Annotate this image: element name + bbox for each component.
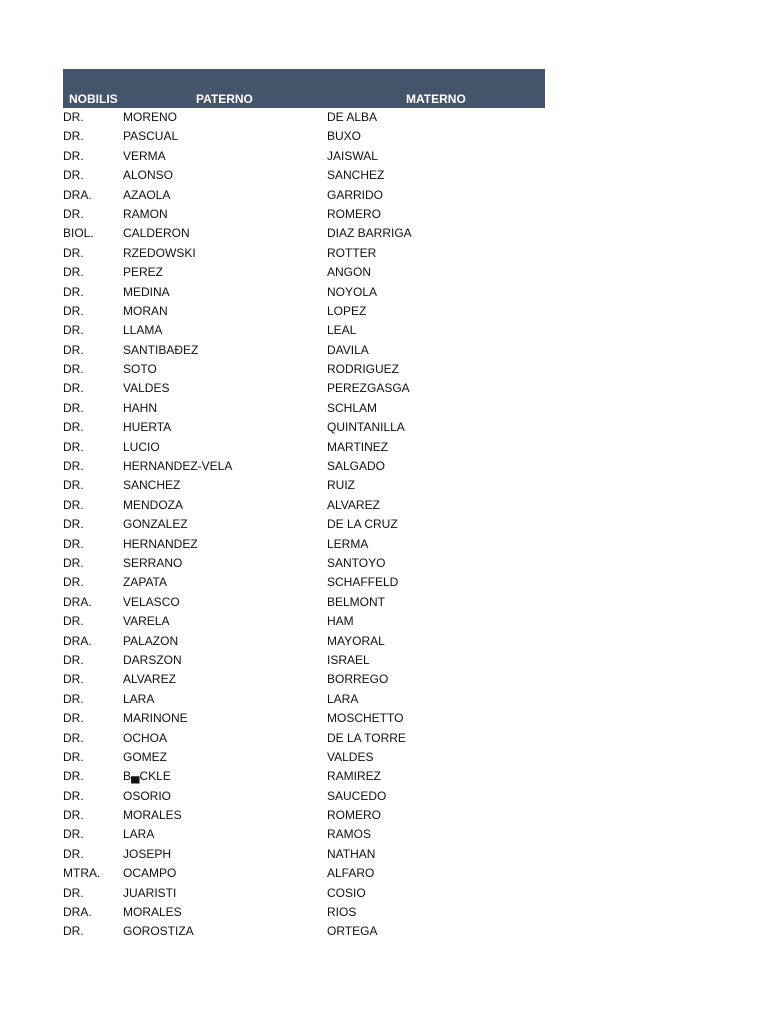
cell-paterno: LUCIO — [123, 439, 160, 454]
cell-materno: RODRIGUEZ — [327, 362, 399, 377]
cell-paterno: HAHN — [123, 400, 158, 415]
cell-nobilis: DRA. — [63, 594, 92, 609]
cell-materno: NOYOLA — [327, 284, 378, 299]
table-row — [63, 457, 545, 476]
table-row — [63, 903, 545, 922]
cell-materno: ROMERO — [327, 206, 381, 221]
cell-paterno: GOMEZ — [123, 749, 167, 764]
cell-nobilis: DR. — [63, 652, 84, 667]
table-row — [63, 302, 545, 321]
table-row — [63, 205, 545, 224]
table-row — [63, 806, 545, 825]
cell-paterno: SOTO — [123, 362, 157, 377]
table-row — [63, 825, 545, 844]
table-row — [63, 360, 545, 379]
cell-nobilis: DR. — [63, 245, 84, 260]
cell-nobilis: DR. — [63, 536, 84, 551]
cell-paterno: SANCHEZ — [123, 478, 181, 493]
cell-materno: RUIZ — [327, 478, 355, 493]
cell-materno: SANCHEZ — [327, 168, 385, 183]
cell-materno: DIAZ BARRIGA — [327, 226, 412, 241]
cell-paterno: JUARISTI — [123, 885, 177, 900]
cell-nobilis: DR. — [63, 362, 84, 377]
table-row — [63, 166, 545, 185]
cell-materno: GARRIDO — [327, 187, 384, 202]
cell-materno: DAVILA — [327, 342, 369, 357]
table-row — [63, 341, 545, 360]
cell-nobilis: DR. — [63, 555, 84, 570]
cell-materno: NATHAN — [327, 846, 376, 861]
table-row — [63, 651, 545, 670]
cell-nobilis: DR. — [63, 924, 84, 939]
cell-paterno: CALDERON — [123, 226, 190, 241]
cell-paterno: SERRANO — [123, 555, 183, 570]
cell-paterno: MORENO — [123, 110, 177, 124]
cell-materno: SANTOYO — [327, 555, 386, 570]
cell-nobilis: DR. — [63, 381, 84, 396]
table-row — [63, 379, 545, 398]
cell-nobilis: DR. — [63, 749, 84, 764]
table-row — [63, 748, 545, 767]
cell-paterno: HERNANDEZ-VELA — [123, 459, 233, 474]
cell-nobilis: DRA. — [63, 187, 92, 202]
table-header — [63, 69, 545, 108]
table-row — [63, 884, 545, 903]
cell-materno: ORTEGA — [327, 924, 378, 939]
table-row — [63, 418, 545, 437]
cell-nobilis: DR. — [63, 614, 84, 629]
cell-nobilis: DR. — [63, 265, 84, 280]
cell-nobilis: DR. — [63, 439, 84, 454]
cell-materno: LOPEZ — [327, 303, 367, 318]
cell-materno: LERMA — [327, 536, 369, 551]
cell-nobilis: DR. — [63, 129, 84, 144]
cell-materno: LARA — [327, 691, 359, 706]
cell-materno: DE ALBA — [327, 110, 378, 124]
cell-materno: HAM — [327, 614, 354, 629]
cell-nobilis: DR. — [63, 420, 84, 435]
cell-paterno: GONZALEZ — [123, 517, 188, 532]
cell-materno: BELMONT — [327, 594, 386, 609]
cell-materno: SCHLAM — [327, 400, 378, 415]
cell-nobilis: DR. — [63, 846, 84, 861]
cell-nobilis: DR. — [63, 827, 84, 842]
cell-paterno: LARA — [123, 827, 155, 842]
cell-paterno: PASCUAL — [123, 129, 179, 144]
cell-paterno: JOSEPH — [123, 846, 172, 861]
cell-nobilis: DR. — [63, 303, 84, 318]
cell-paterno: RAMON — [123, 206, 168, 221]
table-row — [63, 263, 545, 282]
cell-nobilis: MTRA. — [63, 866, 101, 881]
cell-paterno: OCHOA — [123, 730, 168, 745]
cell-materno: ALFARO — [327, 866, 375, 881]
table-row — [63, 554, 545, 573]
cell-materno: VALDES — [327, 749, 374, 764]
cell-paterno: HERNANDEZ — [123, 536, 198, 551]
table-row — [63, 767, 545, 786]
table-row — [63, 709, 545, 728]
cell-paterno: MENDOZA — [123, 497, 183, 512]
cell-nobilis: DR. — [63, 575, 84, 590]
cell-materno: RIOS — [327, 905, 357, 920]
table-row — [63, 922, 545, 941]
cell-paterno: B▄CKLE — [123, 769, 171, 784]
table-row — [63, 593, 545, 612]
cell-paterno: LARA — [123, 691, 155, 706]
cell-nobilis: DR. — [63, 691, 84, 706]
table-row — [63, 690, 545, 709]
cell-paterno: LLAMA — [123, 323, 163, 338]
cell-materno: BORREGO — [327, 672, 389, 687]
table-row — [63, 787, 545, 806]
cell-nobilis: DR. — [63, 284, 84, 299]
table-row — [63, 399, 545, 418]
cell-materno: ALVAREZ — [327, 497, 380, 512]
cell-paterno: SANTIBAĐEZ — [123, 342, 199, 357]
cell-materno: COSIO — [327, 885, 366, 900]
cell-materno: MARTINEZ — [327, 439, 389, 454]
cell-nobilis: DRA. — [63, 633, 92, 648]
cell-materno: MAYORAL — [327, 633, 385, 648]
cell-materno: LEAL — [327, 323, 357, 338]
table-row — [63, 476, 545, 495]
cell-nobilis: DR. — [63, 478, 84, 493]
cell-nobilis: DR. — [63, 206, 84, 221]
cell-paterno: ZAPATA — [123, 575, 168, 590]
cell-paterno: DARSZON — [123, 652, 182, 667]
cell-paterno: VARELA — [123, 614, 170, 629]
header-nobilis: NOBILIS — [69, 92, 118, 106]
table-row — [63, 438, 545, 457]
cell-nobilis: DR. — [63, 730, 84, 745]
cell-paterno: ALONSO — [123, 168, 174, 183]
cell-paterno: OSORIO — [123, 788, 172, 803]
cell-paterno: MORALES — [123, 905, 182, 920]
cell-nobilis: DR. — [63, 885, 84, 900]
cell-nobilis: DR. — [63, 459, 84, 474]
table-row — [63, 224, 545, 243]
table-body — [63, 108, 545, 942]
cell-materno: BUXO — [327, 129, 362, 144]
table-row — [63, 670, 545, 689]
cell-paterno: VELASCO — [123, 594, 180, 609]
cell-paterno: MARINONE — [123, 711, 188, 726]
cell-paterno: MORALES — [123, 808, 182, 823]
cell-paterno: MORAN — [123, 303, 168, 318]
table-row — [63, 632, 545, 651]
table-row — [63, 515, 545, 534]
cell-materno: RAMOS — [327, 827, 372, 842]
cell-materno: MOSCHETTO — [327, 711, 404, 726]
table-row — [63, 108, 545, 127]
cell-paterno: VERMA — [123, 148, 166, 163]
cell-materno: RAMIREZ — [327, 769, 381, 784]
cell-nobilis: DR. — [63, 168, 84, 183]
table-row — [63, 127, 545, 146]
table-row — [63, 186, 545, 205]
table-row — [63, 496, 545, 515]
cell-materno: ROTTER — [327, 245, 377, 260]
table-row — [63, 535, 545, 554]
cell-nobilis: DRA. — [63, 905, 92, 920]
cell-nobilis: DR. — [63, 110, 84, 124]
cell-materno: ROMERO — [327, 808, 381, 823]
cell-paterno: OCAMPO — [123, 866, 177, 881]
cell-nobilis: DR. — [63, 517, 84, 532]
cell-nobilis: DR. — [63, 808, 84, 823]
cell-materno: DE LA TORRE — [327, 730, 406, 745]
cell-paterno: RZEDOWSKI — [123, 245, 196, 260]
cell-paterno: GOROSTIZA — [123, 924, 194, 939]
cell-nobilis: DR. — [63, 769, 84, 784]
table-row — [63, 612, 545, 631]
table-row — [63, 573, 545, 592]
cell-nobilis: BIOL. — [63, 226, 94, 241]
cell-materno: PEREZGASGA — [327, 381, 410, 396]
cell-paterno: MEDINA — [123, 284, 170, 299]
cell-nobilis: DR. — [63, 323, 84, 338]
table-row — [63, 321, 545, 340]
cell-materno: JAISWAL — [327, 148, 378, 163]
cell-paterno: VALDES — [123, 381, 170, 396]
cell-nobilis: DR. — [63, 342, 84, 357]
cell-nobilis: DR. — [63, 711, 84, 726]
table-row — [63, 147, 545, 166]
cell-nobilis: DR. — [63, 788, 84, 803]
table-row — [63, 845, 545, 864]
cell-materno: SAUCEDO — [327, 788, 387, 803]
cell-materno: DE LA CRUZ — [327, 517, 398, 532]
cell-paterno: AZAOLA — [123, 187, 171, 202]
cell-materno: ANGON — [327, 265, 372, 280]
table-row — [63, 244, 545, 263]
table-row — [63, 729, 545, 748]
header-paterno: PATERNO — [196, 92, 253, 106]
cell-paterno: PALAZON — [123, 633, 179, 648]
table-row — [63, 864, 545, 883]
names-table — [63, 69, 545, 942]
header-materno: MATERNO — [406, 92, 466, 106]
cell-nobilis: DR. — [63, 400, 84, 415]
cell-nobilis: DR. — [63, 497, 84, 512]
cell-paterno: PEREZ — [123, 265, 164, 280]
cell-materno: SALGADO — [327, 459, 386, 474]
cell-paterno: ALVAREZ — [123, 672, 176, 687]
cell-materno: SCHAFFELD — [327, 575, 399, 590]
table-row — [63, 283, 545, 302]
cell-nobilis: DR. — [63, 148, 84, 163]
cell-materno: QUINTANILLA — [327, 420, 405, 435]
cell-paterno: HUERTA — [123, 420, 172, 435]
cell-nobilis: DR. — [63, 672, 84, 687]
cell-materno: ISRAEL — [327, 652, 370, 667]
